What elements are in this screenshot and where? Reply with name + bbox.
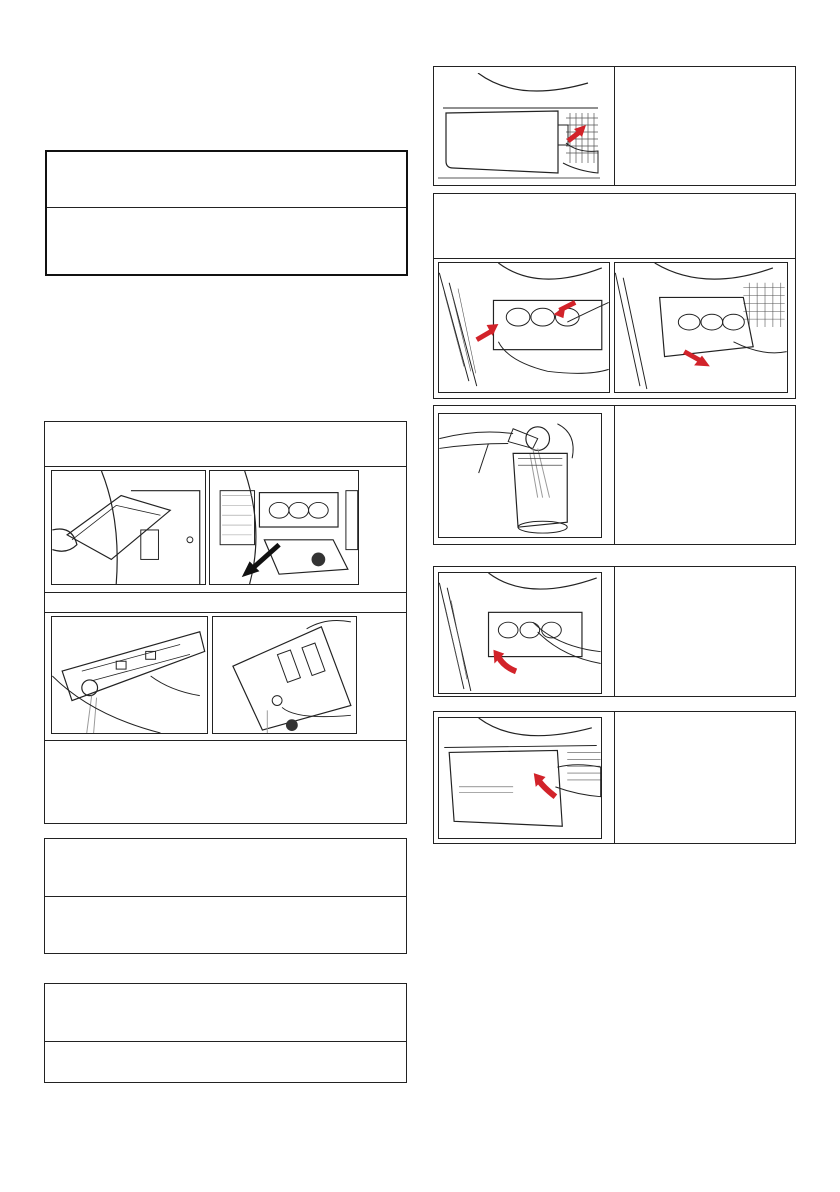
condenser-cover-button-illustration: [438, 73, 600, 183]
condenser-reinsert-drawing: [439, 573, 601, 693]
warning-box: [45, 150, 408, 276]
water-container-pull-out-illustration: [51, 470, 206, 585]
filter-cleaning-illustration: [212, 616, 357, 734]
condenser-step-1-divider: [614, 67, 615, 185]
condenser-pull-out-illustration: [614, 262, 788, 393]
condenser-rinse-drawing: [439, 414, 601, 537]
condenser-cover-close-illustration: [438, 717, 602, 839]
condenser-step-4-divider: [614, 567, 615, 696]
condenser-cover-close-drawing: [439, 718, 601, 838]
note-box-1-divider: [45, 896, 406, 897]
condenser-reinsert-illustration: [438, 572, 602, 694]
note-box-1: [44, 838, 407, 954]
condenser-rinse-illustration: [438, 413, 602, 538]
water-container-empty-drawing: [52, 617, 207, 733]
filter-cleaning-drawing: [213, 617, 356, 733]
condenser-step-3-divider: [614, 406, 615, 544]
filter-door-open-illustration: [209, 470, 359, 585]
note-box-2: [44, 983, 407, 1083]
filter-door-open-drawing: [210, 471, 358, 584]
step-divider-4: [45, 740, 406, 741]
warning-box-divider: [47, 207, 406, 208]
step-divider-2: [45, 592, 406, 593]
condenser-step-2-divider: [434, 258, 795, 259]
condenser-step-5-divider: [614, 712, 615, 843]
condenser-cover-button-drawing: [438, 73, 600, 183]
note-box-2-divider: [45, 1041, 406, 1042]
condenser-unlock-levers-illustration: [438, 262, 610, 393]
step-divider-3: [45, 612, 406, 613]
water-container-pull-out-drawing: [52, 471, 205, 584]
condenser-pull-out-drawing: [615, 263, 787, 392]
water-container-empty-illustration: [51, 616, 208, 734]
step-divider-1: [45, 466, 406, 467]
condenser-unlock-levers-drawing: [439, 263, 609, 392]
